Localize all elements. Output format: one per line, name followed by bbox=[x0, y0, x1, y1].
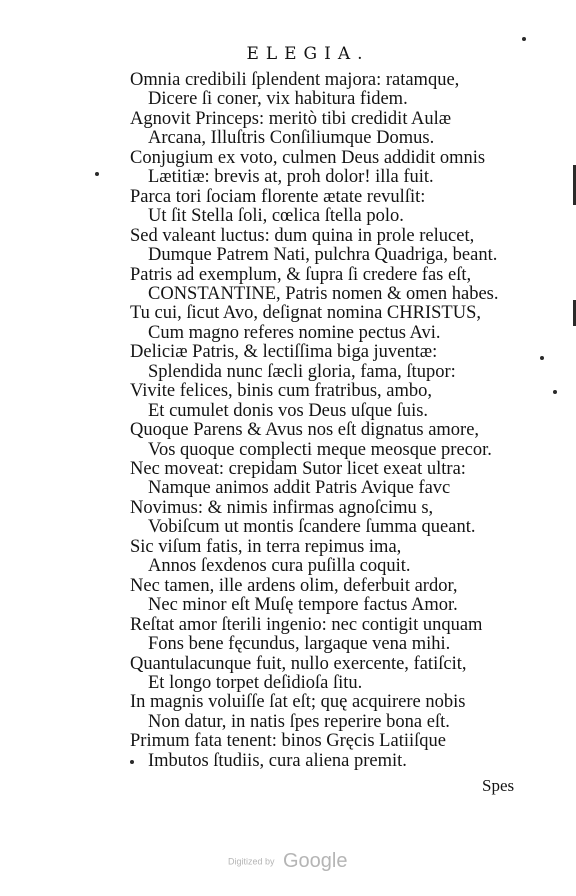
hexameter-line: Deliciæ Patris, & lectiſſima biga juventæ: bbox=[130, 342, 438, 363]
running-header: ELEGIA. bbox=[246, 44, 370, 64]
hexameter-line: Conjugium ex voto, culmen Deus addidit omnis bbox=[130, 147, 486, 168]
pentameter-line: Arcana, Illuſtris Conſiliumque Domus. bbox=[148, 128, 435, 149]
hexameter-line: Primum fata tenent: binos Gręcis Latiiſque bbox=[130, 731, 446, 752]
pentameter-line: Annos ſexdenos cura puſilla coquit. bbox=[148, 556, 411, 577]
hexameter-line: In magnis voluiſſe ſat eſt; quę acquirere nobis bbox=[130, 692, 466, 713]
pentameter-line: Nec minor eſt Muſę tempore factus Amor. bbox=[148, 595, 458, 616]
ink-speck bbox=[95, 172, 99, 176]
hexameter-line: Quoque Parens & Avus nos eſt dignatus amore, bbox=[130, 420, 480, 441]
pentameter-line: Namque animos addit Patris Avique favc bbox=[148, 478, 451, 499]
hexameter-line: Agnovit Princeps: meritò tibi credidit Aulæ bbox=[130, 108, 452, 129]
hexameter-line: Patris ad exemplum, & ſupra ſi credere fas eſt, bbox=[130, 264, 472, 285]
ink-speck bbox=[540, 356, 544, 360]
pentameter-line: Non datur, in natis ſpes reperire bona eſt. bbox=[148, 711, 450, 732]
pentameter-line: Lætitiæ: brevis at, proh dolor! illa fuit. bbox=[148, 167, 434, 188]
ink-speck bbox=[130, 760, 134, 764]
hexameter-line: Nec tamen, ille ardens olim, deferbuit ardor, bbox=[130, 575, 458, 596]
ink-speck bbox=[553, 390, 557, 394]
pentameter-line: Dicere ſi coner, vix habitura fidem. bbox=[148, 89, 408, 110]
hexameter-line: Parca tori ſociam florente ætate revulſit: bbox=[130, 186, 426, 207]
pentameter-line: Splendida nunc ſæcli gloria, fama, ſtupor: bbox=[148, 361, 456, 382]
hexameter-line: Vivite felices, binis cum fratribus, ambo, bbox=[130, 381, 433, 402]
pentameter-line: Fons bene fęcundus, largaque vena mihi. bbox=[148, 634, 451, 655]
hexameter-line: Sed valeant luctus: dum quina in prole relucet, bbox=[130, 225, 475, 246]
hexameter-line: Sic viſum fatis, in terra repimus ima, bbox=[130, 536, 402, 557]
watermark-prefix: Digitized by bbox=[228, 856, 275, 867]
hexameter-line: Omnia credibili ſplendent majora: ratamque, bbox=[130, 70, 460, 90]
pentameter-line: Vobiſcum ut montis ſcandere ſumma queant. bbox=[148, 517, 476, 538]
hexameter-line: Reſtat amor ſterili ingenio: nec contigit unquam bbox=[130, 614, 483, 635]
catchword: Spes bbox=[482, 776, 515, 795]
digitization-watermark bbox=[228, 850, 347, 873]
pentameter-line: Et longo torpet deſidioſa ſitu. bbox=[148, 672, 363, 693]
pentameter-line: Ut ſit Stella ſoli, cœlica ſtella polo. bbox=[148, 206, 404, 227]
pentameter-line: Cum magno referes nomine pectus Avi. bbox=[148, 322, 441, 343]
ink-speck bbox=[522, 37, 526, 41]
pentameter-line: CONSTANTINE, Patris nomen & omen habes. bbox=[148, 283, 499, 304]
pentameter-line: Imbutos ſtudiis, cura aliena premit. bbox=[148, 750, 407, 771]
hexameter-line: Nec moveat: crepidam Sutor licet exeat ultra: bbox=[130, 459, 466, 479]
hexameter-line: Tu cui, ſicut Avo, deſignat nomina CHRISTUS, bbox=[130, 303, 481, 324]
pentameter-line: Dumque Patrem Nati, pulchra Quadriga, beant. bbox=[148, 245, 498, 266]
pentameter-line: Vos quoque complecti meque meosque precor. bbox=[148, 439, 492, 460]
pentameter-line: Et cumulet donis vos Deus uſque ſuis. bbox=[148, 400, 429, 421]
hexameter-line: Quantulacunque fuit, nullo exercente, fatiſcit, bbox=[130, 653, 467, 674]
hexameter-line: Novimus: & nimis infirmas agnoſcimu s, bbox=[130, 497, 434, 518]
watermark-brand: Google bbox=[282, 850, 348, 872]
